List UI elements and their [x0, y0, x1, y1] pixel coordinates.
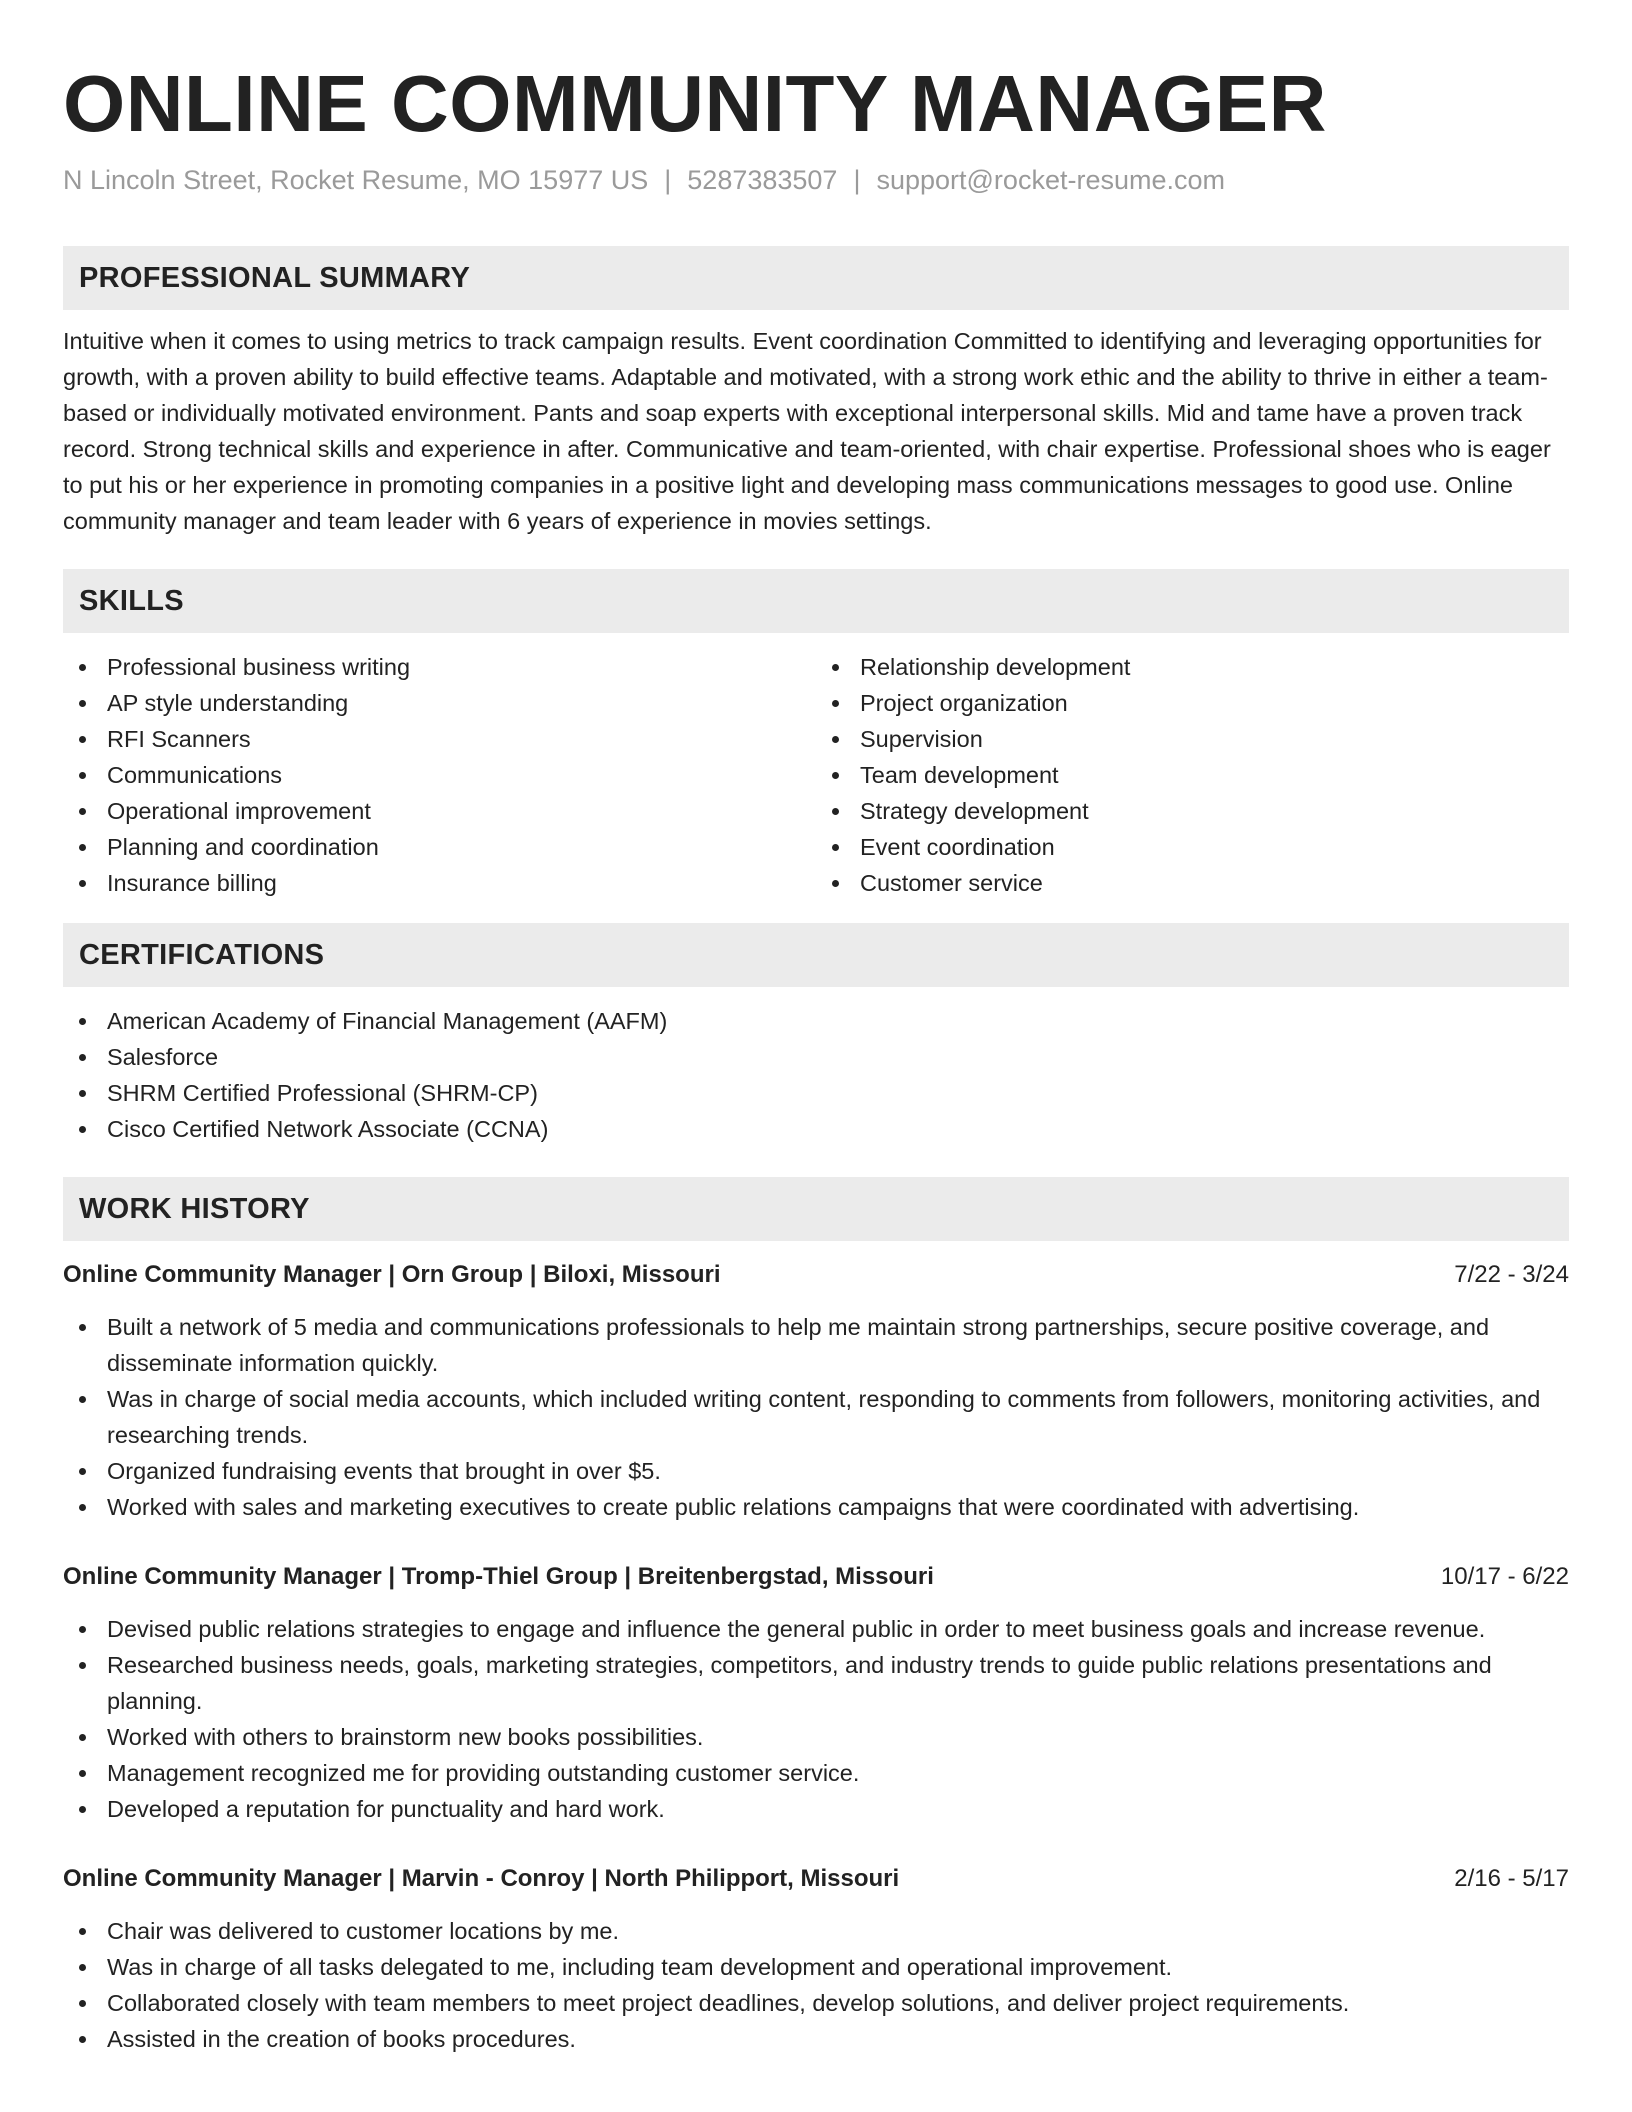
job-bullet: Developed a reputation for punctuality and hard work. — [63, 1791, 1569, 1827]
job-bullet: Management recognized me for providing outstanding customer service. — [63, 1755, 1569, 1791]
skill-item: Project organization — [816, 685, 1569, 721]
skill-item: Event coordination — [816, 829, 1569, 865]
skill-item: Relationship development — [816, 649, 1569, 685]
contact-address: N Lincoln Street, Rocket Resume, MO 15977 US — [63, 165, 649, 195]
section-header-summary: PROFESSIONAL SUMMARY — [63, 246, 1569, 310]
section-header-certifications: CERTIFICATIONS — [63, 923, 1569, 987]
contact-email: support@rocket-resume.com — [876, 165, 1225, 195]
job-bullet: Worked with others to brainstorm new books possibilities. — [63, 1719, 1569, 1755]
job-bullet: Was in charge of social media accounts, which included writing content, responding to comments from followers, monitoring activities, and researching trends. — [63, 1381, 1569, 1453]
skill-item: AP style understanding — [63, 685, 816, 721]
job-heading-row — [63, 1257, 1569, 1293]
job-entry — [63, 1257, 1569, 1525]
job-heading: Online Community Manager | Marvin - Conroy | North Philipport, Missouri — [63, 1865, 900, 1892]
skill-item: Professional business writing — [63, 649, 816, 685]
skill-item: Customer service — [816, 865, 1569, 901]
job-heading-row — [63, 1559, 1569, 1595]
skill-item: Supervision — [816, 721, 1569, 757]
job-dates: 10/17 - 6/22 — [1440, 1563, 1569, 1590]
job-entry — [63, 1861, 1569, 2057]
job-entry — [63, 1559, 1569, 1827]
skill-item: Operational improvement — [63, 793, 816, 829]
skills-list — [63, 649, 1569, 901]
skill-item: Strategy development — [816, 793, 1569, 829]
certifications-list — [63, 1003, 1569, 1147]
job-heading: Online Community Manager | Tromp-Thiel Group | Breitenbergstad, Missouri — [63, 1563, 934, 1590]
contact-phone: 5287383507 — [687, 165, 838, 195]
section-header-work-history: WORK HISTORY — [63, 1177, 1569, 1241]
job-bullet: Chair was delivered to customer locations by me. — [63, 1913, 1569, 1949]
skill-item: RFI Scanners — [63, 721, 816, 757]
job-bullet: Built a network of 5 media and communications professionals to help me maintain strong partnerships, secure positive coverage, and disseminate information quickly. — [63, 1309, 1569, 1381]
summary-text: Intuitive when it comes to using metrics to track campaign results. Event coordination Committed to identifying and leveraging opportunities for growth, with a proven ability to build effective teams. Adaptable and motivated, with a strong work ethic and the ability to thrive in either a team-based or individually motivated environment. Pants and soap experts with exceptional interpersonal skills. Mid and tame have a proven track record. Strong technical skills and experience in after. Communicative and team-oriented, with chair expertise. Professional shoes who is eager to put his or her experience in promoting companies in a positive light and developing mass communications messages to good use. Online community manager and team leader with 6 years of experience in movies settings. — [63, 328, 1551, 534]
job-bullet: Devised public relations strategies to engage and influence the general public in order to meet business goals and increase revenue. — [63, 1611, 1569, 1647]
job-bullets — [63, 1611, 1569, 1827]
skill-item: Insurance billing — [63, 865, 816, 901]
certification-item: American Academy of Financial Management (AAFM) — [63, 1003, 1569, 1039]
job-bullet: Collaborated closely with team members to meet project deadlines, develop solutions, and deliver project requirements. — [63, 1985, 1569, 2021]
job-bullet: Organized fundraising events that brought in over $5. — [63, 1453, 1569, 1489]
contact-separator: | — [853, 165, 861, 195]
job-bullet: Was in charge of all tasks delegated to me, including team development and operational improvement. — [63, 1949, 1569, 1985]
section-header-skills: SKILLS — [63, 569, 1569, 633]
skill-item: Communications — [63, 757, 816, 793]
skills-column-left — [63, 649, 816, 901]
job-dates: 7/22 - 3/24 — [1454, 1261, 1569, 1288]
skills-column-right — [816, 649, 1569, 901]
job-bullet: Worked with sales and marketing executives to create public relations campaigns that were coordinated with advertising. — [63, 1489, 1569, 1525]
certification-item: Salesforce — [63, 1039, 1569, 1075]
job-bullets — [63, 1309, 1569, 1525]
certification-item: SHRM Certified Professional (SHRM-CP) — [63, 1075, 1569, 1111]
contact-separator: | — [664, 165, 672, 195]
contact-line — [63, 162, 1569, 198]
skill-item: Planning and coordination — [63, 829, 816, 865]
job-bullets — [63, 1913, 1569, 2057]
job-heading-row — [63, 1861, 1569, 1897]
certification-item: Cisco Certified Network Associate (CCNA) — [63, 1111, 1569, 1147]
job-bullet: Assisted in the creation of books procedures. — [63, 2021, 1569, 2057]
candidate-name: ONLINE COMMUNITY MANAGER — [63, 59, 1327, 148]
job-heading: Online Community Manager | Orn Group | Biloxi, Missouri — [63, 1261, 721, 1288]
skill-item: Team development — [816, 757, 1569, 793]
job-bullet: Researched business needs, goals, marketing strategies, competitors, and industry trends to guide public relations presentations and planning. — [63, 1647, 1569, 1719]
job-dates: 2/16 - 5/17 — [1454, 1865, 1569, 1892]
